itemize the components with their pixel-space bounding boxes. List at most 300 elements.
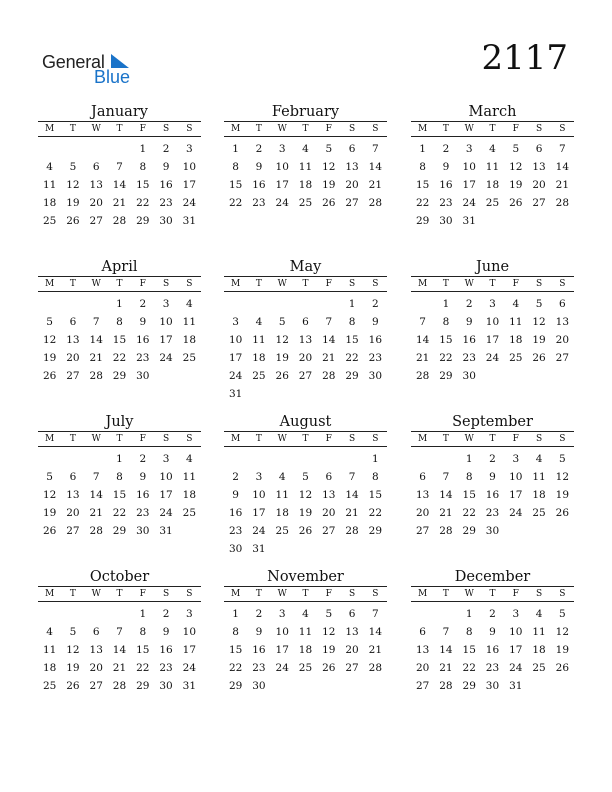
day-empty [434, 605, 457, 623]
weekday-header: W [91, 434, 101, 444]
day-cell: 16 [439, 179, 453, 191]
day-cell: 17 [159, 489, 173, 501]
day-cell: 10 [182, 626, 197, 638]
weekday-header-row [38, 431, 201, 447]
day-cell: 14 [368, 161, 383, 173]
weekday-header: S [348, 589, 356, 599]
day-cell: 19 [532, 334, 546, 346]
day-cell: 22 [345, 352, 359, 364]
weekday-header-row [38, 276, 201, 292]
day-cell: 9 [162, 161, 170, 173]
day-cell: 3 [162, 298, 170, 310]
day-cell: 28 [112, 215, 127, 227]
day-cell: 5 [46, 471, 53, 483]
day-cell: 2 [232, 471, 239, 483]
day-cell: 3 [162, 453, 170, 465]
day-cell: 17 [509, 644, 523, 656]
day-cell: 27 [345, 197, 359, 209]
day-cell: 26 [532, 352, 546, 364]
day-cell: 1 [465, 453, 473, 465]
weekday-header: T [302, 279, 309, 289]
day-cell: 21 [415, 352, 430, 364]
day-cell: 10 [275, 626, 289, 638]
weekday-header: M [45, 124, 55, 134]
day-cell: 6 [302, 316, 309, 328]
day-cell: 1 [232, 143, 239, 155]
day-cell: 21 [322, 352, 336, 364]
day-cell: 25 [42, 680, 57, 692]
logo-text-blue: Blue [94, 67, 131, 87]
day-cell: 24 [228, 370, 243, 382]
day-cell: 25 [275, 525, 289, 537]
day-cell: 23 [368, 352, 383, 364]
day-cell: 29 [112, 370, 127, 382]
weekday-header: T [255, 124, 262, 134]
day-cell: 4 [512, 298, 520, 310]
weekday-header: T [69, 124, 76, 134]
day-cell: 9 [372, 316, 379, 328]
weekday-header: F [139, 589, 146, 599]
weekday-header: T [116, 434, 123, 444]
day-cell: 29 [345, 370, 359, 382]
day-cell: 28 [368, 197, 383, 209]
day-cell: 11 [275, 489, 289, 501]
weekday-header: S [535, 434, 543, 444]
day-cell: 15 [439, 334, 453, 346]
month-october [38, 569, 201, 695]
month-title: April [101, 259, 138, 275]
day-cell: 13 [555, 316, 570, 328]
day-cell: 28 [89, 525, 103, 537]
day-cell: 8 [116, 316, 123, 328]
day-cell: 19 [509, 179, 523, 191]
day-cell: 26 [509, 197, 523, 209]
day-cell: 14 [415, 334, 430, 346]
weekday-header: F [512, 589, 519, 599]
day-cell: 10 [485, 316, 500, 328]
day-cell: 15 [345, 334, 359, 346]
weekday-header: T [69, 434, 76, 444]
day-cell: 12 [66, 179, 80, 191]
weekday-header: S [535, 279, 543, 289]
weekday-header-row [411, 586, 574, 602]
day-cell: 6 [348, 143, 356, 155]
day-cell: 27 [89, 680, 103, 692]
day-cell: 2 [255, 608, 263, 620]
weekday-header: W [277, 434, 287, 444]
day-cell: 18 [532, 644, 546, 656]
day-cell: 20 [89, 197, 103, 209]
day-cell: 24 [275, 662, 289, 674]
day-cell: 27 [89, 215, 103, 227]
weekday-header-row [411, 121, 574, 137]
month-august [224, 414, 387, 558]
day-cell: 18 [42, 662, 57, 674]
day-cell: 27 [322, 525, 336, 537]
month-title: March [468, 104, 517, 120]
day-cell: 27 [532, 197, 546, 209]
day-cell: 3 [512, 608, 520, 620]
day-cell: 17 [275, 179, 289, 191]
weekday-header: M [45, 434, 55, 444]
day-cell: 1 [116, 298, 123, 310]
day-cell: 31 [462, 215, 476, 227]
day-cell: 22 [415, 197, 430, 209]
day-cell: 21 [89, 507, 103, 519]
weekday-header: F [139, 279, 146, 289]
day-cell: 9 [139, 316, 147, 328]
day-cell: 11 [532, 471, 546, 483]
day-cell: 28 [322, 370, 336, 382]
day-cell: 3 [232, 316, 239, 328]
day-cell: 6 [419, 626, 426, 638]
day-cell: 19 [555, 489, 570, 501]
day-cell: 21 [112, 662, 127, 674]
day-cell: 29 [415, 215, 430, 227]
day-cell: 6 [348, 608, 356, 620]
logo-text-general: General [42, 52, 105, 72]
day-cell: 22 [439, 352, 453, 364]
day-empty [85, 140, 108, 158]
day-cell: 20 [66, 507, 80, 519]
month-september [411, 414, 574, 540]
weekday-header-row [224, 276, 387, 292]
day-cell: 24 [509, 507, 523, 519]
day-cell: 23 [252, 197, 266, 209]
day-cell: 28 [89, 370, 103, 382]
day-cell: 11 [182, 471, 197, 483]
day-empty [317, 450, 340, 468]
day-cell: 7 [442, 626, 450, 638]
day-cell: 29 [136, 215, 150, 227]
day-cell: 15 [112, 489, 127, 501]
day-cell: 9 [489, 626, 496, 638]
weekday-header: S [559, 434, 566, 444]
weekday-header: S [535, 589, 543, 599]
day-cell: 7 [116, 626, 123, 638]
day-cell: 19 [298, 507, 313, 519]
day-cell: 25 [42, 215, 57, 227]
day-empty [224, 450, 247, 468]
weekday-header: T [489, 279, 496, 289]
day-cell: 27 [555, 352, 570, 364]
day-empty [85, 295, 108, 313]
day-cell: 27 [66, 525, 80, 537]
weekday-header: W [91, 589, 101, 599]
weekday-header: M [45, 589, 55, 599]
day-cell: 9 [139, 471, 147, 483]
day-cell: 1 [419, 143, 426, 155]
day-cell: 28 [555, 197, 570, 209]
weekday-header: S [348, 434, 356, 444]
day-cell: 25 [298, 662, 313, 674]
day-grid [411, 450, 574, 540]
day-cell: 10 [159, 471, 173, 483]
day-cell: 5 [278, 316, 286, 328]
day-cell: 16 [136, 334, 150, 346]
day-cell: 26 [66, 680, 80, 692]
day-cell: 28 [415, 370, 430, 382]
day-cell: 26 [322, 197, 336, 209]
day-cell: 23 [485, 662, 500, 674]
day-cell: 29 [462, 525, 476, 537]
weekday-header: S [372, 589, 379, 599]
weekday-header: W [464, 589, 474, 599]
day-empty [85, 450, 108, 468]
weekday-header: M [231, 589, 241, 599]
month-title: February [271, 104, 340, 120]
day-cell: 15 [462, 489, 476, 501]
day-cell: 4 [46, 626, 53, 638]
day-cell: 12 [298, 489, 313, 501]
day-cell: 30 [136, 525, 150, 537]
day-grid [411, 140, 574, 230]
day-cell: 1 [139, 608, 147, 620]
weekday-header: T [442, 589, 449, 599]
day-cell: 23 [485, 507, 500, 519]
day-cell: 14 [439, 644, 453, 656]
day-cell: 13 [322, 489, 336, 501]
day-cell: 20 [89, 662, 103, 674]
weekday-header: M [418, 434, 428, 444]
day-cell: 6 [325, 471, 333, 483]
day-cell: 20 [532, 179, 546, 191]
day-cell: 17 [159, 334, 173, 346]
month-may [224, 259, 387, 403]
day-cell: 17 [182, 644, 197, 656]
day-cell: 4 [535, 453, 543, 465]
day-cell: 14 [345, 489, 359, 501]
day-cell: 31 [182, 680, 197, 692]
day-cell: 22 [112, 352, 127, 364]
day-cell: 27 [345, 662, 359, 674]
day-cell: 27 [415, 680, 430, 692]
day-cell: 7 [92, 316, 100, 328]
day-cell: 9 [255, 626, 263, 638]
day-empty [294, 450, 317, 468]
day-cell: 15 [112, 334, 127, 346]
day-cell: 1 [116, 453, 123, 465]
month-title: August [279, 414, 332, 430]
weekday-header: W [464, 279, 474, 289]
day-cell: 7 [419, 316, 426, 328]
day-cell: 17 [252, 507, 266, 519]
weekday-header: T [69, 589, 76, 599]
day-cell: 4 [489, 143, 496, 155]
day-cell: 16 [159, 644, 173, 656]
day-cell: 17 [275, 644, 289, 656]
day-cell: 19 [275, 352, 289, 364]
day-cell: 13 [298, 334, 313, 346]
day-cell: 13 [415, 489, 430, 501]
day-cell: 2 [489, 453, 496, 465]
day-cell: 17 [485, 334, 500, 346]
weekday-header: S [186, 434, 193, 444]
day-cell: 6 [559, 298, 566, 310]
weekday-header: F [325, 279, 332, 289]
day-cell: 19 [555, 644, 570, 656]
day-cell: 2 [442, 143, 450, 155]
day-cell: 5 [69, 161, 77, 173]
day-cell: 25 [298, 197, 313, 209]
day-cell: 23 [252, 662, 266, 674]
day-empty [294, 295, 317, 313]
day-empty [108, 140, 131, 158]
day-cell: 10 [509, 626, 523, 638]
month-title: October [89, 569, 150, 585]
weekday-header-row [224, 586, 387, 602]
day-cell: 21 [555, 179, 570, 191]
day-cell: 7 [372, 143, 379, 155]
month-november [224, 569, 387, 695]
day-cell: 20 [555, 334, 570, 346]
day-cell: 31 [252, 543, 266, 555]
day-cell: 3 [186, 608, 193, 620]
day-cell: 7 [116, 161, 123, 173]
day-empty [271, 450, 294, 468]
day-cell: 18 [182, 489, 197, 501]
day-cell: 24 [485, 352, 500, 364]
day-cell: 31 [159, 525, 173, 537]
day-cell: 19 [322, 644, 336, 656]
weekday-header: S [559, 124, 566, 134]
day-cell: 28 [368, 662, 383, 674]
day-cell: 14 [89, 334, 103, 346]
year-title: 2117 [481, 38, 568, 78]
weekday-header: F [325, 589, 332, 599]
day-cell: 7 [92, 471, 100, 483]
day-cell: 16 [252, 644, 266, 656]
day-cell: 8 [372, 471, 379, 483]
month-title: November [267, 569, 344, 585]
day-cell: 5 [512, 143, 520, 155]
month-january [38, 104, 201, 230]
day-cell: 6 [69, 316, 77, 328]
day-cell: 15 [368, 489, 383, 501]
day-cell: 11 [485, 161, 500, 173]
day-cell: 23 [136, 352, 150, 364]
weekday-header-row [224, 121, 387, 137]
day-cell: 30 [368, 370, 383, 382]
day-cell: 20 [66, 352, 80, 364]
weekday-header: T [302, 589, 309, 599]
weekday-header: T [255, 589, 262, 599]
day-cell: 13 [89, 179, 103, 191]
day-cell: 24 [252, 525, 266, 537]
day-cell: 17 [509, 489, 523, 501]
day-cell: 5 [69, 626, 77, 638]
day-grid [38, 605, 201, 695]
day-cell: 8 [348, 316, 356, 328]
day-cell: 3 [512, 453, 520, 465]
day-cell: 30 [439, 215, 453, 227]
day-cell: 2 [372, 298, 379, 310]
day-cell: 27 [298, 370, 313, 382]
day-cell: 5 [535, 298, 543, 310]
day-cell: 25 [532, 662, 546, 674]
day-cell: 30 [159, 680, 173, 692]
day-cell: 5 [302, 471, 309, 483]
day-cell: 26 [555, 507, 570, 519]
day-empty [38, 140, 61, 158]
day-cell: 20 [415, 507, 430, 519]
day-cell: 13 [66, 334, 80, 346]
day-cell: 12 [555, 626, 570, 638]
day-cell: 16 [485, 644, 500, 656]
day-cell: 18 [275, 507, 289, 519]
day-cell: 10 [182, 161, 197, 173]
day-cell: 1 [348, 298, 356, 310]
weekday-header: F [325, 124, 332, 134]
weekday-header: S [186, 279, 193, 289]
day-cell: 15 [136, 644, 150, 656]
day-cell: 11 [532, 626, 546, 638]
day-cell: 16 [228, 507, 243, 519]
day-cell: 2 [255, 143, 263, 155]
day-empty [340, 450, 363, 468]
day-empty [61, 295, 84, 313]
day-grid [38, 450, 201, 540]
weekday-header-row [411, 276, 574, 292]
day-cell: 9 [442, 161, 450, 173]
day-cell: 1 [139, 143, 147, 155]
day-cell: 3 [465, 143, 473, 155]
day-cell: 12 [322, 626, 336, 638]
weekday-header: W [91, 279, 101, 289]
day-cell: 28 [439, 680, 453, 692]
day-empty [224, 295, 247, 313]
day-cell: 15 [415, 179, 430, 191]
day-cell: 26 [42, 525, 57, 537]
weekday-header: F [512, 279, 519, 289]
day-cell: 14 [439, 489, 453, 501]
day-cell: 15 [228, 644, 243, 656]
day-cell: 1 [442, 298, 450, 310]
day-cell: 10 [159, 316, 173, 328]
day-empty [61, 450, 84, 468]
day-cell: 12 [42, 489, 57, 501]
day-cell: 21 [112, 197, 127, 209]
weekday-header: M [231, 434, 241, 444]
day-cell: 24 [462, 197, 476, 209]
weekday-header: T [302, 124, 309, 134]
day-cell: 24 [159, 352, 173, 364]
day-cell: 14 [112, 644, 127, 656]
weekday-header: S [162, 589, 170, 599]
weekday-header: T [489, 589, 496, 599]
day-cell: 6 [419, 471, 426, 483]
day-cell: 28 [112, 680, 127, 692]
weekday-header: S [186, 124, 193, 134]
day-cell: 21 [89, 352, 103, 364]
day-cell: 4 [46, 161, 53, 173]
day-cell: 8 [116, 471, 123, 483]
day-cell: 9 [489, 471, 496, 483]
day-grid [38, 295, 201, 385]
weekday-header: T [255, 434, 262, 444]
day-cell: 17 [228, 352, 243, 364]
day-cell: 18 [42, 197, 57, 209]
day-cell: 26 [66, 215, 80, 227]
day-cell: 5 [559, 608, 566, 620]
day-cell: 26 [322, 662, 336, 674]
weekday-header: F [139, 434, 146, 444]
weekday-header: S [372, 124, 379, 134]
day-cell: 4 [186, 453, 193, 465]
day-cell: 21 [368, 644, 383, 656]
day-cell: 31 [509, 680, 523, 692]
day-cell: 20 [345, 179, 359, 191]
